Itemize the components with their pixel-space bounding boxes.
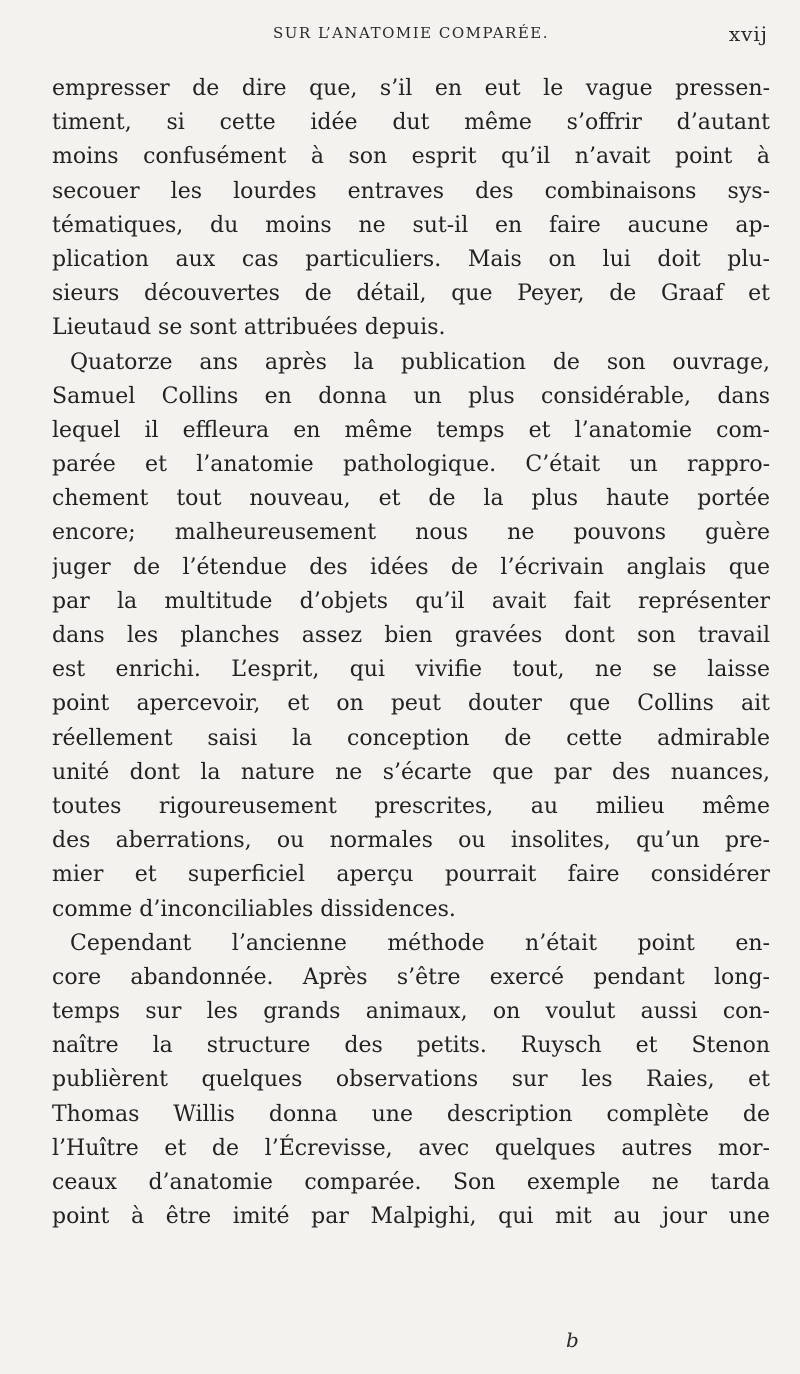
body-text (52, 72, 770, 1234)
page-number: xvij (728, 22, 768, 46)
text-line: l’Huître et de l’Écrevisse, avec quelques autres mor- (52, 1135, 770, 1161)
text-line: comme d’inconciliables dissidences. (52, 896, 456, 922)
text-line: point apercevoir, et on peut douter que Collins ait (52, 691, 770, 717)
text-line: publièrent quelques observations sur les Raies, et (52, 1067, 770, 1093)
text-line: ceaux d’anatomie comparée. Son exemple ne tarda (52, 1170, 770, 1195)
text-line: est enrichi. L’esprit, qui vivifie tout, ne se laisse (52, 657, 770, 683)
text-line: empresser de dire que, s’il en eut le vague pressen- (52, 76, 770, 101)
text-line: secouer les lourdes entraves des combinaisons sys- (52, 178, 770, 204)
text-line: Samuel Collins en donna un plus considérable, dans (52, 383, 770, 409)
paragraph-start-line: Cependant l’ancienne méthode n’était point en- (70, 930, 770, 956)
text-line: parée et l’anatomie pathologique. C’était un rappro- (52, 452, 770, 478)
text-line: mier et superficiel aperçu pourrait faire considérer (52, 862, 770, 888)
text-line: Lieutaud se sont attribuées depuis. (52, 315, 446, 341)
text-line: moins confusément à son esprit qu’il n’avait point à (52, 144, 770, 170)
text-line: unité dont la nature ne s’écarte que par des nuances, (52, 759, 770, 785)
text-line: core abandonnée. Après s’être exercé pendant long- (52, 964, 770, 990)
text-line: chement tout nouveau, et de la plus haute portée (52, 486, 770, 512)
text-line: juger de l’étendue des idées de l’écrivain anglais que (52, 554, 770, 580)
text-line: réellement saisi la conception de cette admirable (52, 725, 770, 751)
running-title: SUR L’ANATOMIE COMPARÉE. (272, 24, 550, 42)
text-line: tématiques, du moins ne sut-il en faire aucune ap- (52, 212, 770, 238)
running-head (54, 10, 768, 50)
text-line: encore; malheureusement nous ne pouvons guère (52, 520, 770, 546)
text-line: point à être imité par Malpighi, qui mit au jour une (52, 1204, 770, 1230)
text-line: Thomas Willis donna une description complète de (52, 1101, 770, 1127)
text-line: sieurs découvertes de détail, que Peyer, de Graaf et (52, 281, 770, 307)
text-line: timent, si cette idée dut même s’offrir d’autant (52, 110, 770, 136)
text-line: par la multitude d’objets qu’il avait fait représenter (52, 588, 770, 614)
text-line: lequel il effleura en même temps et l’anatomie com- (52, 417, 770, 443)
text-line: plication aux cas particuliers. Mais on lui doit plu- (52, 246, 770, 272)
text-line: toutes rigoureusement prescrites, au milieu même (52, 793, 770, 819)
text-line: naître la structure des petits. Ruysch et Stenon (52, 1033, 770, 1059)
text-line: des aberrations, ou normales ou insolites, qu’un pre- (52, 828, 770, 854)
paragraph-start-line: Quatorze ans après la publication de son ouvrage, (70, 349, 770, 375)
signature-mark: b (566, 1328, 579, 1352)
text-line: temps sur les grands animaux, on voulut aussi con- (52, 999, 770, 1025)
text-line: dans les planches assez bien gravées dont son travail (52, 623, 770, 648)
